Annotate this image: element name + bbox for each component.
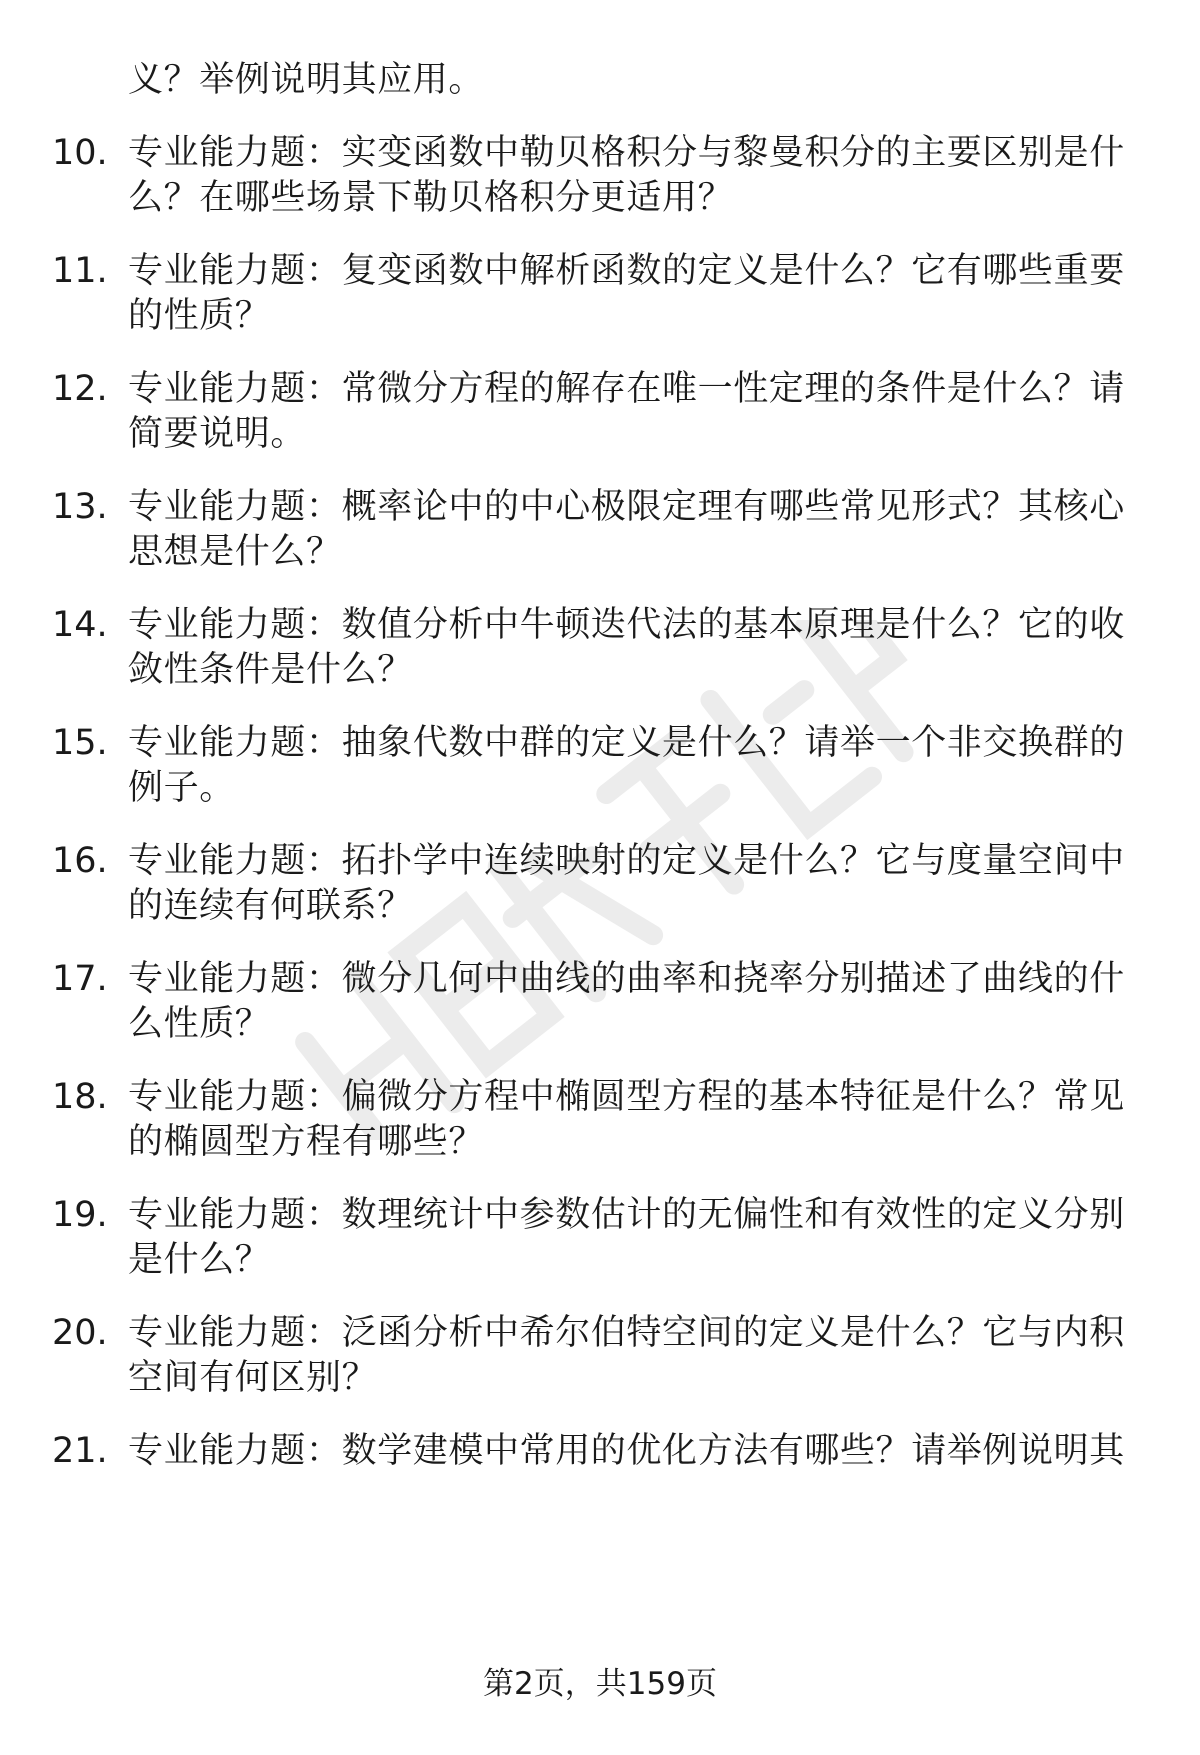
question-text: 专业能力题：实变函数中勒贝格积分与黎曼积分的主要区别是什 bbox=[128, 133, 1125, 173]
question-text: 专业能力题：复变函数中解析函数的定义是什么？它有哪些重要 bbox=[128, 251, 1125, 291]
question-item bbox=[0, 836, 1200, 886]
question-text-continuation bbox=[0, 1235, 1200, 1285]
question-number: 12. bbox=[52, 369, 108, 409]
page-number: 第2页，共159页 bbox=[483, 1666, 717, 1702]
question-item bbox=[0, 364, 1200, 414]
question-item bbox=[0, 1426, 1200, 1476]
question-number: 14. bbox=[52, 605, 108, 645]
question-number: 16. bbox=[52, 841, 108, 881]
question-item bbox=[0, 600, 1200, 650]
question-number: 13. bbox=[52, 487, 108, 527]
question-text: 思想是什么？ bbox=[128, 532, 342, 572]
question-item bbox=[0, 482, 1200, 532]
question-number: 11. bbox=[52, 251, 108, 291]
question-text: 专业能力题：泛函分析中希尔伯特空间的定义是什么？它与内积 bbox=[128, 1313, 1125, 1353]
question-item bbox=[0, 1308, 1200, 1358]
question-text-continuation bbox=[0, 1353, 1200, 1403]
question-text-continuation bbox=[0, 173, 1200, 223]
question-number: 19. bbox=[52, 1195, 108, 1235]
question-text-continuation bbox=[0, 999, 1200, 1049]
question-text-continuation bbox=[0, 527, 1200, 577]
question-text-continuation bbox=[0, 881, 1200, 931]
question-number: 15. bbox=[52, 723, 108, 763]
question-text: 空间有何区别？ bbox=[128, 1358, 378, 1398]
question-item bbox=[0, 128, 1200, 178]
question-item bbox=[0, 246, 1200, 296]
continuation-text: 义？举例说明其应用。 bbox=[128, 60, 485, 100]
question-text: 的性质？ bbox=[128, 296, 271, 336]
question-text-continuation bbox=[0, 763, 1200, 813]
question-text: 专业能力题：偏微分方程中椭圆型方程的基本特征是什么？常见 bbox=[128, 1077, 1125, 1117]
question-text: 专业能力题：微分几何中曲线的曲率和挠率分别描述了曲线的什 bbox=[128, 959, 1125, 999]
question-text: 专业能力题：数理统计中参数估计的无偏性和有效性的定义分别 bbox=[128, 1195, 1125, 1235]
question-text-continuation bbox=[0, 645, 1200, 695]
question-number: 20. bbox=[52, 1313, 108, 1353]
question-text: 么性质？ bbox=[128, 1004, 271, 1044]
question-text: 敛性条件是什么？ bbox=[128, 650, 413, 690]
question-number: 18. bbox=[52, 1077, 108, 1117]
question-text: 专业能力题：数值分析中牛顿迭代法的基本原理是什么？它的收 bbox=[128, 605, 1125, 645]
question-text: 是什么？ bbox=[128, 1240, 271, 1280]
question-item bbox=[0, 1072, 1200, 1122]
question-text: 的连续有何联系？ bbox=[128, 886, 413, 926]
question-text: 专业能力题：抽象代数中群的定义是什么？请举一个非交换群的 bbox=[128, 723, 1125, 763]
question-text: 简要说明。 bbox=[128, 414, 307, 454]
question-text: 的椭圆型方程有哪些？ bbox=[128, 1122, 485, 1162]
question-number: 17. bbox=[52, 959, 108, 999]
question-item bbox=[0, 1190, 1200, 1240]
question-text-continuation bbox=[0, 1117, 1200, 1167]
question-text-continuation bbox=[0, 291, 1200, 341]
question-item bbox=[0, 954, 1200, 1004]
question-number: 21. bbox=[52, 1431, 108, 1471]
question-text: 么？在哪些场景下勒贝格积分更适用？ bbox=[128, 178, 734, 218]
question-item bbox=[0, 718, 1200, 768]
question-text: 专业能力题：概率论中的中心极限定理有哪些常见形式？其核心 bbox=[128, 487, 1125, 527]
continuation-line bbox=[0, 55, 1200, 105]
question-text-continuation bbox=[0, 409, 1200, 459]
question-text: 专业能力题：数学建模中常用的优化方法有哪些？请举例说明其 bbox=[128, 1431, 1125, 1471]
question-text: 例子。 bbox=[128, 768, 235, 808]
question-number: 10. bbox=[52, 133, 108, 173]
question-text: 专业能力题：常微分方程的解存在唯一性定理的条件是什么？请 bbox=[128, 369, 1125, 409]
question-text: 专业能力题：拓扑学中连续映射的定义是什么？它与度量空间中 bbox=[128, 841, 1125, 881]
